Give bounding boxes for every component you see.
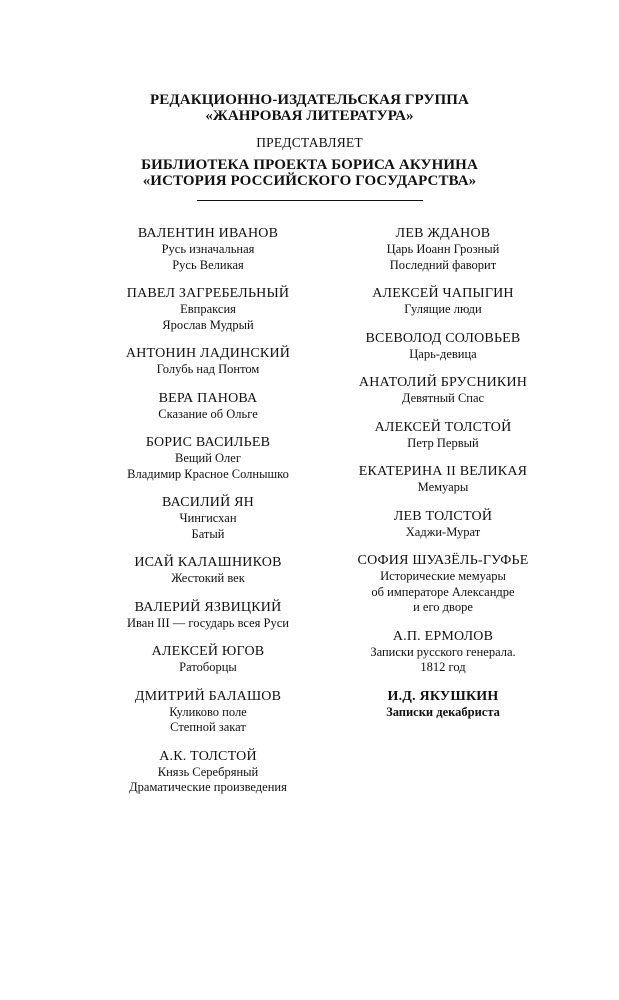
book-entry [323,689,563,721]
author-name: БОРИС ВАСИЛЬЕВ [145,435,271,450]
book-entry [323,286,563,318]
author-name: А.К. ТОЛСТОЙ [159,748,257,764]
left-column-book-list [88,226,328,809]
page-header [0,92,619,201]
publisher-line-2: «ЖАНРОВАЯ ЛИТЕРАТУРА» [205,108,414,124]
library-title [0,157,619,189]
book-title: Ратоборцы [179,660,237,674]
book-title: Евпраксия [180,302,236,316]
divider-rule [197,200,423,201]
book-entry [88,346,328,378]
author-name: ЛЕВ ТОЛСТОЙ [393,508,493,524]
author-name: ВАЛЕРИЙ ЯЗВИЦКИЙ [134,599,282,615]
book-entry [323,331,563,363]
book-entry [323,420,563,452]
author-name: ВСЕВОЛОД СОЛОВЬЕВ [365,330,521,346]
book-title: Последний фаворит [389,257,497,272]
author-name: АЛЕКСЕЙ ТОЛСТОЙ [374,419,512,435]
author-name: АЛЕКСЕЙ ЮГОВ [151,644,265,659]
author-name: ВЕРА ПАНОВА [158,390,258,406]
book-title: Князь Серебряный [157,764,259,779]
book-title: Куликово поле [169,704,247,719]
book-entry [88,226,328,273]
author-name: ВАСИЛИЙ ЯН [162,495,254,510]
book-entry [323,375,563,407]
book-title: Сказание об Ольге [158,406,258,421]
book-title: Царь-девица [409,346,477,361]
library-line-1: БИБЛИОТЕКА ПРОЕКТА БОРИСА АКУНИНА [141,157,478,173]
book-title: Батый [191,526,225,541]
book-title: Царь Иоанн Грозный [386,242,500,256]
publisher-name [0,92,619,124]
book-title: Исторические мемуары [380,569,506,583]
right-column-book-list [323,226,563,733]
book-entry [88,600,328,632]
presents-label: ПРЕДСТАВЛЯЕТ [256,135,363,150]
book-title: и его дворе [413,600,473,614]
author-name: СОФИЯ ШУАЗЁЛЬ-ГУФЬЕ [357,553,529,568]
author-name: ЛЕВ ЖДАНОВ [395,226,491,241]
book-entry [88,495,328,542]
author-name: А.П. ЕРМОЛОВ [392,628,494,644]
book-entry [88,689,328,736]
author-name: АНТОНИН ЛАДИНСКИЙ [125,346,291,361]
book-entry [88,435,328,482]
book-title: Степной закат [170,720,246,734]
book-title: Хаджи-Мурат [405,524,481,539]
book-entry [88,555,328,587]
book-title: Жестокий век [171,571,245,585]
book-title: Чингисхан [179,511,237,525]
book-entry [323,226,563,273]
book-title: Иван III — государь всея Руси [127,615,289,630]
book-entry [88,391,328,423]
book-title: Драматические произведения [129,780,287,794]
book-title: Русь изначальная [161,242,255,256]
book-title: об императоре Александре [371,584,515,599]
book-entry [323,509,563,541]
book-title: Мемуары [417,480,469,494]
book-entry [323,629,563,676]
book-title: Вещий Олег [175,451,241,465]
book-title: Записки русского генерала. [370,644,516,659]
publisher-line-1: РЕДАКЦИОННО-ИЗДАТЕЛЬСКАЯ ГРУППА [150,92,469,108]
book-title: Русь Великая [172,257,244,272]
book-title: Гулящие люди [404,302,482,316]
book-entry [323,553,563,616]
book-title: Владимир Красное Солнышко [127,466,289,481]
author-name: И.Д. ЯКУШКИН [387,688,499,704]
author-name: ЕКАТЕРИНА II ВЕЛИКАЯ [358,464,528,479]
book-title: Девятный Спас [401,391,485,405]
author-name: АЛЕКСЕЙ ЧАПЫГИН [372,286,514,301]
book-entry [88,749,328,796]
author-name: ДМИТРИЙ БАЛАШОВ [134,688,282,704]
book-entry [88,644,328,676]
author-name: ПАВЕЛ ЗАГРЕБЕЛЬНЫЙ [126,286,290,301]
book-title: Ярослав Мудрый [162,317,254,332]
book-entry [323,464,563,496]
author-name: ВАЛЕНТИН ИВАНОВ [137,226,279,241]
author-name: АНАТОЛИЙ БРУСНИКИН [358,375,528,390]
book-title: Записки декабриста [386,704,500,719]
book-title: Петр Первый [407,435,479,450]
book-title: Голубь над Понтом [156,362,260,376]
book-title: 1812 год [420,660,466,674]
author-name: ИСАЙ КАЛАШНИКОВ [134,555,282,570]
library-line-2: «ИСТОРИЯ РОССИЙСКОГО ГОСУДАРСТВА» [142,173,477,189]
book-entry [88,286,328,333]
